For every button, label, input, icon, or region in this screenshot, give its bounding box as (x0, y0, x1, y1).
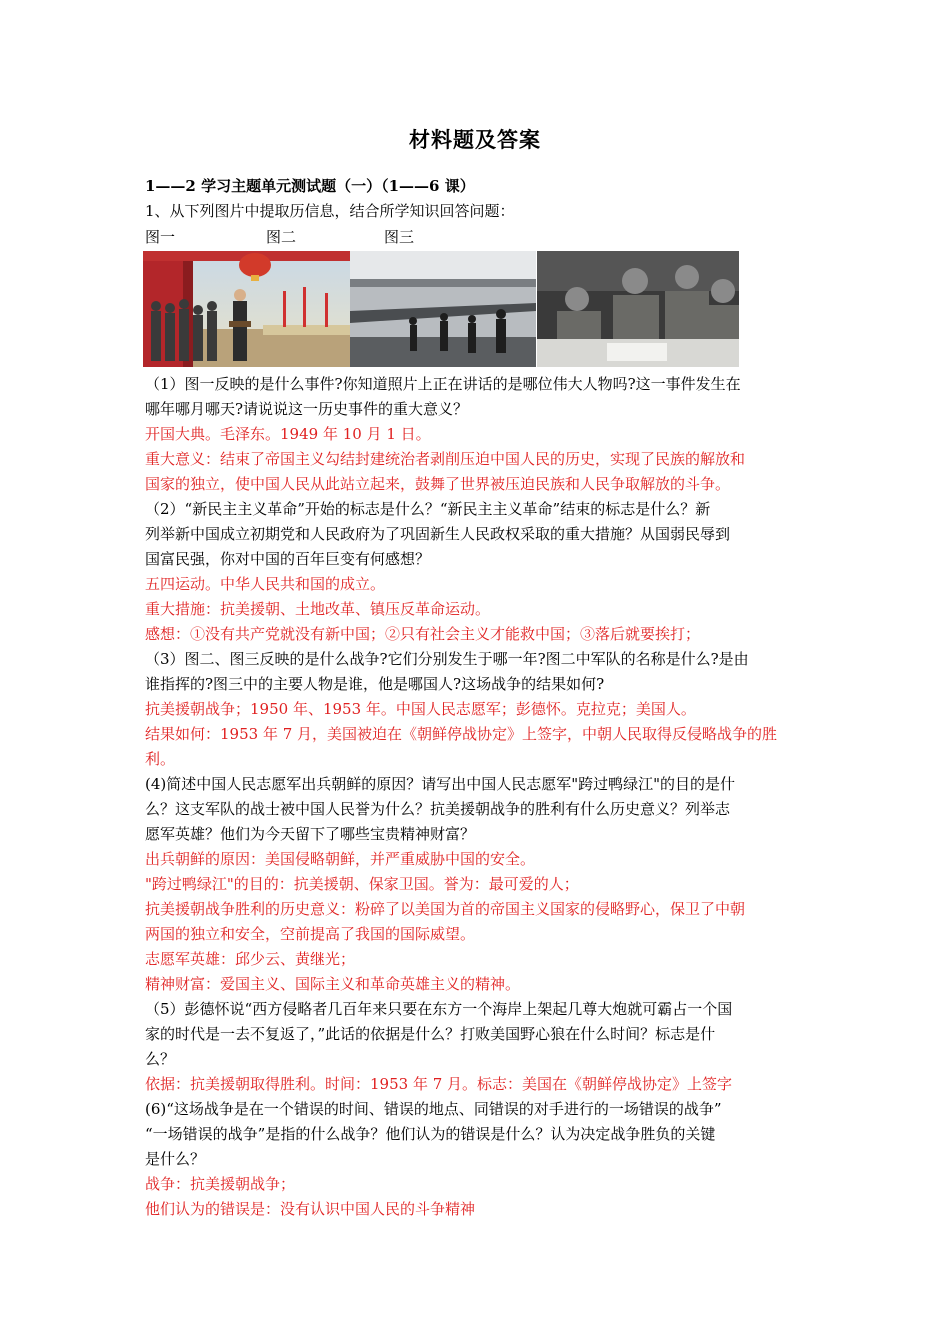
answer-line: 他们认为的错误是：没有认识中国人民的斗争精神 (145, 1200, 476, 1218)
answer-line: 出兵朝鲜的原因：美国侵略朝鲜，并严重威胁中国的安全。 (145, 850, 536, 868)
question-line: “一场错误的战争”是指的什么战争？他们认为的错误是什么？认为决定战争胜负的关键 (145, 1125, 716, 1143)
figure-3-image (537, 251, 739, 367)
question-line: 是什么？ (145, 1150, 206, 1168)
question-line: 愿军英雄？他们为今天留下了哪些宝贵精神财富？ (145, 825, 476, 843)
question-line: 么？ (145, 1050, 176, 1068)
question-line: 哪年哪月哪天?请说说这一历史事件的重大意义？ (145, 400, 469, 418)
question-line: （1）图一反映的是什么事件?你知道照片上正在讲话的是哪位伟大人物吗?这一事件发生在 (145, 375, 741, 393)
question-line: 列举新中国成立初期党和人民政府为了巩固新生人民政权采取的重大措施？从国弱民辱到 (145, 525, 731, 543)
answer-line: 战争：抗美援朝战争； (145, 1175, 296, 1193)
answer-line: 结果如何：1953 年 7 月，美国被迫在《朝鲜停战协定》上签字，中朝人民取得反侵略战争的胜 (145, 725, 778, 743)
question-line: （3）图二、图三反映的是什么战争?它们分别发生于哪一年?图二中军队的名称是什么?是由 (145, 650, 749, 668)
caption-figure-3: 图三 (384, 228, 415, 246)
answer-line: 开国大典。毛泽东。1949 年 10 月 1 日。 (145, 425, 431, 443)
answer-line: 精神财富：爱国主义、国际主义和革命英雄主义的精神。 (145, 975, 521, 993)
document-title: 材料题及答案 (409, 127, 541, 152)
answer-line: 国家的独立，使中国人民从此站立起来，鼓舞了世界被压迫民族和人民争取解放的斗争。 (145, 475, 731, 493)
section-heading: 1——2 学习主题单元测试题（一）（1——6 课） (145, 177, 475, 195)
answer-line: 两国的独立和安全，空前提高了我国的国际威望。 (145, 925, 476, 943)
question-line: 么？这支军队的战士被中国人民誉为什么？抗美援朝战争的胜利有什么历史意义？列举志 (145, 800, 731, 818)
answer-line: 抗美援朝战争；1950 年、1953 年。中国人民志愿军；彭德怀。克拉克；美国人。 (145, 700, 696, 718)
answer-line: "跨过鸭绿江"的目的：抗美援朝、保家卫国。誉为：最可爱的人； (145, 875, 579, 893)
caption-figure-2: 图二 (266, 228, 297, 246)
answer-line: 依据：抗美援朝取得胜利。时间：1953 年 7 月。标志：美国在《朝鲜停战协定》上签字 (145, 1075, 733, 1093)
question-intro: 1、从下列图片中提取历信息，结合所学知识回答问题： (145, 202, 515, 220)
figure-1-image (143, 251, 350, 367)
answer-line: 重大措施：抗美援朝、土地改革、镇压反革命运动。 (145, 600, 491, 618)
answer-line: 利。 (145, 750, 176, 768)
question-line: (4)简述中国人民志愿军出兵朝鲜的原因？请写出中国人民志愿军"跨过鸭绿江"的目的是什 (145, 775, 736, 793)
answer-line: 抗美援朝战争胜利的历史意义：粉碎了以美国为首的帝国主义国家的侵略野心，保卫了中朝 (145, 900, 746, 918)
answer-line: 重大意义：结束了帝国主义勾结封建统治者剥削压迫中国人民的历史，实现了民族的解放和 (145, 450, 746, 468)
caption-figure-1: 图一 (145, 228, 176, 246)
question-line: (6)“这场战争是在一个错误的时间、错误的地点、同错误的对手进行的一场错误的战争” (145, 1100, 722, 1118)
answer-line: 五四运动。中华人民共和国的成立。 (145, 575, 386, 593)
answer-line: 志愿军英雄：邱少云、黄继光； (145, 950, 356, 968)
question-line: （2）“新民主主义革命”开始的标志是什么？“新民主主义革命”结束的标志是什么？新 (145, 500, 711, 518)
question-line: 国富民强，你对中国的百年巨变有何感想？ (145, 550, 431, 568)
question-line: 谁指挥的?图三中的主要人物是谁，他是哪国人?这场战争的结果如何? (145, 675, 605, 693)
answer-line: 感想：①没有共产党就没有新中国；②只有社会主义才能救中国；③落后就要挨打； (145, 625, 701, 643)
figure-2-image (350, 251, 536, 367)
question-line: （5）彭德怀说“西方侵略者几百年来只要在东方一个海岸上架起几尊大炮就可霸占一个国 (145, 1000, 733, 1018)
question-line: 家的时代是一去不复返了，”此话的依据是什么？打败美国野心狼在什么时间？标志是什 (145, 1025, 716, 1043)
